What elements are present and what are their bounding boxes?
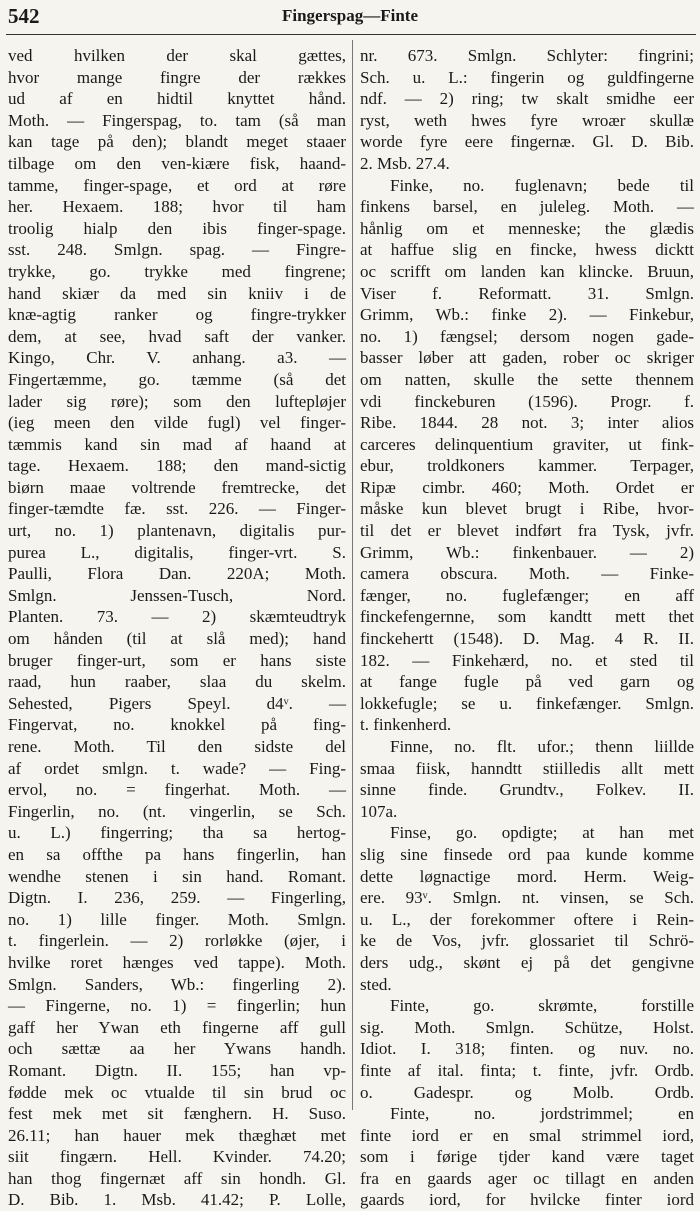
text-line: sig. Moth. Smlgn. Schütze, Holst. <box>360 1017 694 1037</box>
text-line: Digtn. I. 236, 259. — Fingerling, <box>8 888 346 908</box>
text-line: smaa fiisk, hanndtt stiilledis allt mett <box>360 758 694 778</box>
text-line: wendhe stenen i sin hand. Romant. <box>8 866 346 886</box>
text-line: Romant. Digtn. II. 155; han vp- <box>8 1060 346 1080</box>
column-divider <box>352 40 353 1110</box>
text-line: hand skiær da med sin kniiv i de <box>8 283 346 303</box>
text-line: hvilke roret hænges ved tappe). Moth. <box>8 952 346 972</box>
text-line: t. finkenherd. <box>360 715 452 735</box>
text-line: Grimm, Wb.: finkenbauer. — 2) <box>360 542 694 562</box>
text-line: finte iord er en smal strimmel iord, <box>360 1125 694 1145</box>
text-line: no. 1) lille finger. Moth. Smlgn. <box>8 909 346 929</box>
text-line: Fingervat, no. knokkel på fing- <box>8 715 346 735</box>
running-head: Fingerspag—Finte <box>282 6 418 25</box>
text-line: at fange fugle på ved garn og <box>360 672 694 692</box>
text-line: tamme, finger-spage, et ord at røre <box>8 175 346 195</box>
text-line: Ripæ cimbr. 460; Moth. Ordet er <box>360 477 694 497</box>
text-line: tage. Hexaem. 188; den mand-sictig <box>8 456 346 476</box>
text-line: hånlig om et menneske; the glædis <box>360 218 694 238</box>
text-line: slig sine finsede ord paa kunde komme <box>360 844 694 864</box>
text-line: Finne, no. flt. ufor.; thenn liillde <box>390 737 694 756</box>
text-line: 2. Msb. 27.4. <box>360 153 450 173</box>
text-line: ebur, troldkoners kammer. Terpager, <box>360 456 694 476</box>
text-line: tæmmis kand sin mad af haand at <box>8 434 346 454</box>
text-line: Sehested, Pigers Speyl. d4ᵛ. — <box>8 693 346 713</box>
text-line: lokkefugle; se u. finkefænger. Smlgn. <box>360 693 694 713</box>
text-line: Fingertæmme, go. tæmme (så det <box>8 369 346 389</box>
text-line: knæ-agtig ranker og fingre-trykker <box>8 305 346 325</box>
text-line: purea L., digitalis, finger-vrt. S. <box>8 542 346 562</box>
text-line: fænger, no. fuglefænger; en aff <box>360 585 694 605</box>
text-line: trykke, go. trykke med fingrene; <box>8 261 346 281</box>
text-line: til det er blevet indført fra Tysk, jvfr. <box>360 521 694 541</box>
text-line: u. L., der forekommer oftere i Rein- <box>360 909 694 929</box>
text-line: han thog fingernæt aff sin hondh. Gl. <box>8 1168 346 1188</box>
text-line: finckehertt (1548). D. Mag. 4 R. II. <box>360 629 694 649</box>
text-line: ervol, no. = fingerhat. Moth. — <box>8 780 346 800</box>
page-header <box>0 4 700 30</box>
text-line: (ieg meen den vilde fugl) vel finger- <box>8 413 346 433</box>
text-line: 107a. <box>360 801 398 821</box>
text-line: raad, hun raaber, slaa du skelm. <box>8 672 346 692</box>
text-line: hvor mange fingre der rækkes <box>8 67 346 87</box>
text-line: o. Gadespr. og Molb. Ordb. <box>360 1082 694 1102</box>
text-line: gaff her Ywan eth fingerne aff gull <box>8 1017 346 1037</box>
text-line: urt, no. 1) plantenavn, digitalis pur- <box>8 521 346 541</box>
text-line: ved hvilken der skal gættes, <box>8 46 346 65</box>
text-line: Fingerlin, no. (nt. vingerlin, se Sch. <box>8 801 346 821</box>
text-line: 26.11; han hauer mek thæghæt met <box>8 1125 346 1145</box>
text-line: finger-tæmdte fæ. sst. 226. — Finger- <box>8 499 346 519</box>
text-line: at haffue slig en fincke, hwess dicktt <box>360 240 694 260</box>
text-line: om hånden (til at slå med); hand <box>8 629 346 649</box>
text-line: her. Hexaem. 188; hvor til ham <box>8 197 346 217</box>
text-line: finckefengernne, som kandtt mett thet <box>360 607 694 627</box>
text-line: nr. 673. Smlgn. Schlyter: fingrini; <box>360 46 694 65</box>
text-line: — Fingerne, no. 1) = fingerlin; hun <box>8 996 346 1016</box>
text-line: Viser f. Reformatt. 31. Smlgn. <box>360 283 694 303</box>
text-line: dem, at see, hvad saft der vanker. <box>8 326 346 346</box>
text-line: Moth. — Fingerspag, to. tam (så man <box>8 110 346 130</box>
text-line: ryst, weth hwes fyre wroær skullæ <box>360 110 694 130</box>
text-line: en sa offthe pa hans fingerlin, han <box>8 844 346 864</box>
text-line: ndf. — 2) ring; tw skalt smidhe eer <box>360 89 694 109</box>
text-line: t. fingerlein. — 2) rorløkke (øjer, i <box>8 931 346 951</box>
text-line: lader sig røre); som den luftepløjer <box>8 391 346 411</box>
text-line: Planten. 73. — 2) skæmteudtryk <box>8 607 346 627</box>
text-line: siit fingærn. Hell. Kvinder. 74.20; <box>8 1147 346 1167</box>
text-line: Kingo, Chr. V. anhang. a3. — <box>8 348 346 368</box>
text-line: 182. — Finkehærd, no. et sted til <box>360 650 694 670</box>
text-line: Finte, go. skrømte, forstille <box>390 996 694 1016</box>
page-number: 542 <box>8 4 40 28</box>
text-line: måske kun blevet brugt i Ribe, hvor- <box>360 499 694 519</box>
text-line: fest mek met sit fænghern. H. Suso. <box>8 1104 346 1124</box>
text-line: camera obscura. Moth. — Finke- <box>360 564 694 584</box>
text-line: sst. 248. Smlgn. spag. — Fingre- <box>8 240 346 260</box>
text-line: finkens barsel, en juleleg. Moth. — <box>360 197 694 217</box>
text-line: Ribe. 1844. 28 not. 3; inter alios <box>360 413 694 433</box>
text-line: om natten, skulle the sette thennem <box>360 369 694 389</box>
text-line: Finse, go. opdigte; at han met <box>390 823 694 843</box>
text-line: af ordet smlgn. t. wade? — Fing- <box>8 758 346 778</box>
text-line: Grimm, Wb.: finke 2). — Finkebur, <box>360 305 694 325</box>
text-line: gaards iord, for hvilcke finter iord <box>360 1190 694 1210</box>
text-line: biørn maae voltrende fremtrecke, det <box>8 477 346 497</box>
header-rule <box>6 34 696 35</box>
text-line: ke de Vos, jvfr. glossariet til Schrö- <box>360 931 694 951</box>
text-line: basser løber att gaden, rober oc skriger <box>360 348 694 368</box>
right-column <box>360 45 694 1210</box>
text-line: tilbage om den ven-kiære fisk, haand- <box>8 153 346 173</box>
text-line: sinne finde. Grundtv., Folkev. II. <box>360 780 694 800</box>
text-line: Smlgn. Jenssen-Tusch, Nord. <box>8 585 346 605</box>
text-line: worde fyre eere fingernæ. Gl. D. Bib. <box>360 132 694 152</box>
text-line: ere. 93ᵛ. Smlgn. nt. vinsen, se Sch. <box>360 888 694 908</box>
text-line: och sættæ aa her Ywans handh. <box>8 1039 346 1059</box>
text-line: finte af ital. finta; t. finte, jvfr. Ordb. <box>360 1060 694 1080</box>
text-line: Sch. u. L.: fingerin og guldfingerne <box>360 67 694 87</box>
text-line: ud af en hidtil knyttet hånd. <box>8 89 346 109</box>
text-line: Idiot. I. 318; finten. og nuv. no. <box>360 1039 694 1059</box>
text-line: ders udg., skønt ej på det gengivne <box>360 952 694 972</box>
text-line: fra en gaards ager oc tillagt en anden <box>360 1168 694 1188</box>
text-line: dette løgnactige mord. Herm. Weig- <box>360 866 694 886</box>
text-line: sted. <box>360 974 392 994</box>
text-line: Finke, no. fuglenavn; bede til <box>390 175 694 195</box>
text-line: kan tage på den); blandt meget staaer <box>8 132 346 152</box>
text-line: som i førige tjder kand være taget <box>360 1147 694 1167</box>
text-line: Smlgn. Sanders, Wb.: fingerling 2). <box>8 974 346 994</box>
text-line: fødde mek oc vtualde til sin brud oc <box>8 1082 346 1102</box>
text-line: troolig hialp den ibis finger-spage. <box>8 218 346 238</box>
text-line: no. 1) fængsel; dersom nogen gade- <box>360 326 694 346</box>
text-line: Paulli, Flora Dan. 220A; Moth. <box>8 564 346 584</box>
text-line: vdi finckeburen (1596). Progr. f. <box>360 391 694 411</box>
text-line: oc scrifft om landen kan klincke. Bruun, <box>360 261 694 281</box>
text-line: rene. Moth. Til den sidste del <box>8 737 346 756</box>
text-line: u. L.) fingerring; tha sa hertog- <box>8 823 346 843</box>
text-line: D. Bib. 1. Msb. 41.42; P. Lolle, <box>8 1190 346 1210</box>
text-line: carceres delinquentium graviter, ut fink- <box>360 434 694 454</box>
text-line: Finte, no. jordstrimmel; en <box>390 1104 694 1124</box>
left-column <box>8 45 346 1210</box>
text-line: bruger finger-urt, som er hans siste <box>8 650 346 670</box>
